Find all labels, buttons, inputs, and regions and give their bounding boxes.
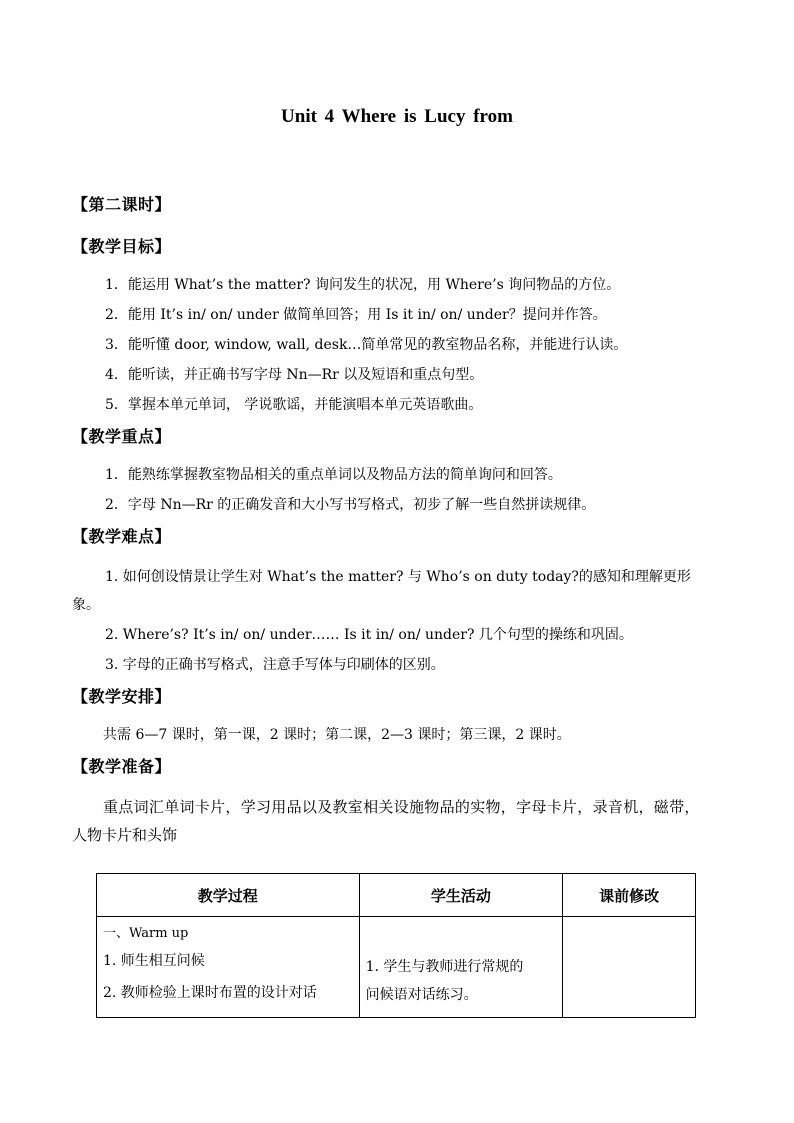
activity-line: 1. 学生与教师进行常规的 (365, 959, 524, 975)
difficulty-item-continuation: 象。 (72, 597, 100, 613)
difficulty-item: 3. 字母的正确书写格式，注意手写体与印刷体的区别。 (105, 657, 445, 673)
preparation-text: 重点词汇单词卡片，学习用品以及教室相关设施物品的实物，字母卡片，录音机，磁带， (103, 798, 700, 816)
table-row (97, 917, 696, 1018)
difficulty-item: 1. 如何创设情景让学生对 What’s the matter? 与 Who’s on duty today?的感知和理解更形 (105, 569, 691, 585)
activity-line: 问候语对话练习。 (365, 987, 478, 1003)
arrangement-text: 共需 6—7 课时，第一课，2 课时；第二课，2—3 课时；第三课，2 课时。 (103, 727, 571, 743)
arrangement-heading: 【教学安排】 (72, 687, 172, 706)
objective-item: 3．能听懂 door, window, wall, desk…简单常见的教室物品名称，并能进行认读。 (105, 337, 628, 353)
key-point-item: 1．能熟练掌握教室物品相关的重点单词以及物品方法的简单询问和回答。 (105, 467, 562, 483)
lesson-label: 【第二课时】 (72, 195, 172, 214)
header-teaching-process: 教学过程 (97, 874, 360, 917)
header-student-activity: 学生活动 (359, 874, 563, 917)
preparation-heading: 【教学准备】 (72, 757, 172, 776)
objectives-heading: 【教学目标】 (72, 237, 172, 256)
difficulties-heading: 【教学难点】 (72, 527, 172, 546)
difficulty-item: 2. Where’s? It’s in/ on/ under…… Is it in/ on/ under? 几个句型的操练和巩固。 (105, 627, 633, 643)
process-cell (97, 917, 360, 1018)
header-pre-class-revision: 课前修改 (563, 874, 696, 917)
revision-cell (563, 917, 696, 1018)
preparation-text-continuation: 人物卡片和头饰 (72, 826, 178, 844)
key-points-heading: 【教学重点】 (72, 427, 172, 446)
objective-item: 4．能听读，并正确书写字母 Nn—Rr 以及短语和重点句型。 (105, 367, 484, 383)
objective-item: 5．掌握本单元单词， 学说歌谣，并能演唱本单元英语歌曲。 (105, 397, 483, 413)
document-title: Unit 4 Where is Lucy from (281, 106, 513, 127)
process-step-title: 一、Warm up (103, 926, 189, 941)
key-point-item: 2．字母 Nn—Rr 的正确发音和大小写书写格式，初步了解一些自然拼读规律。 (105, 497, 596, 513)
activity-cell (359, 917, 563, 1018)
process-step-line: 1. 师生相互问候 (103, 953, 205, 969)
objective-item: 2．能用 It’s in/ on/ under 做简单回答；用 Is it in/ on/ under？提问并作答。 (105, 307, 607, 323)
lesson-table (96, 873, 696, 1018)
process-step-line: 2. 教师检验上课时布置的设计对话 (103, 985, 317, 1001)
objective-item: 1．能运用 What’s the matter? 询问发生的状况，用 Where’s 询问物品的方位。 (105, 277, 621, 293)
table-header-row (97, 874, 696, 917)
